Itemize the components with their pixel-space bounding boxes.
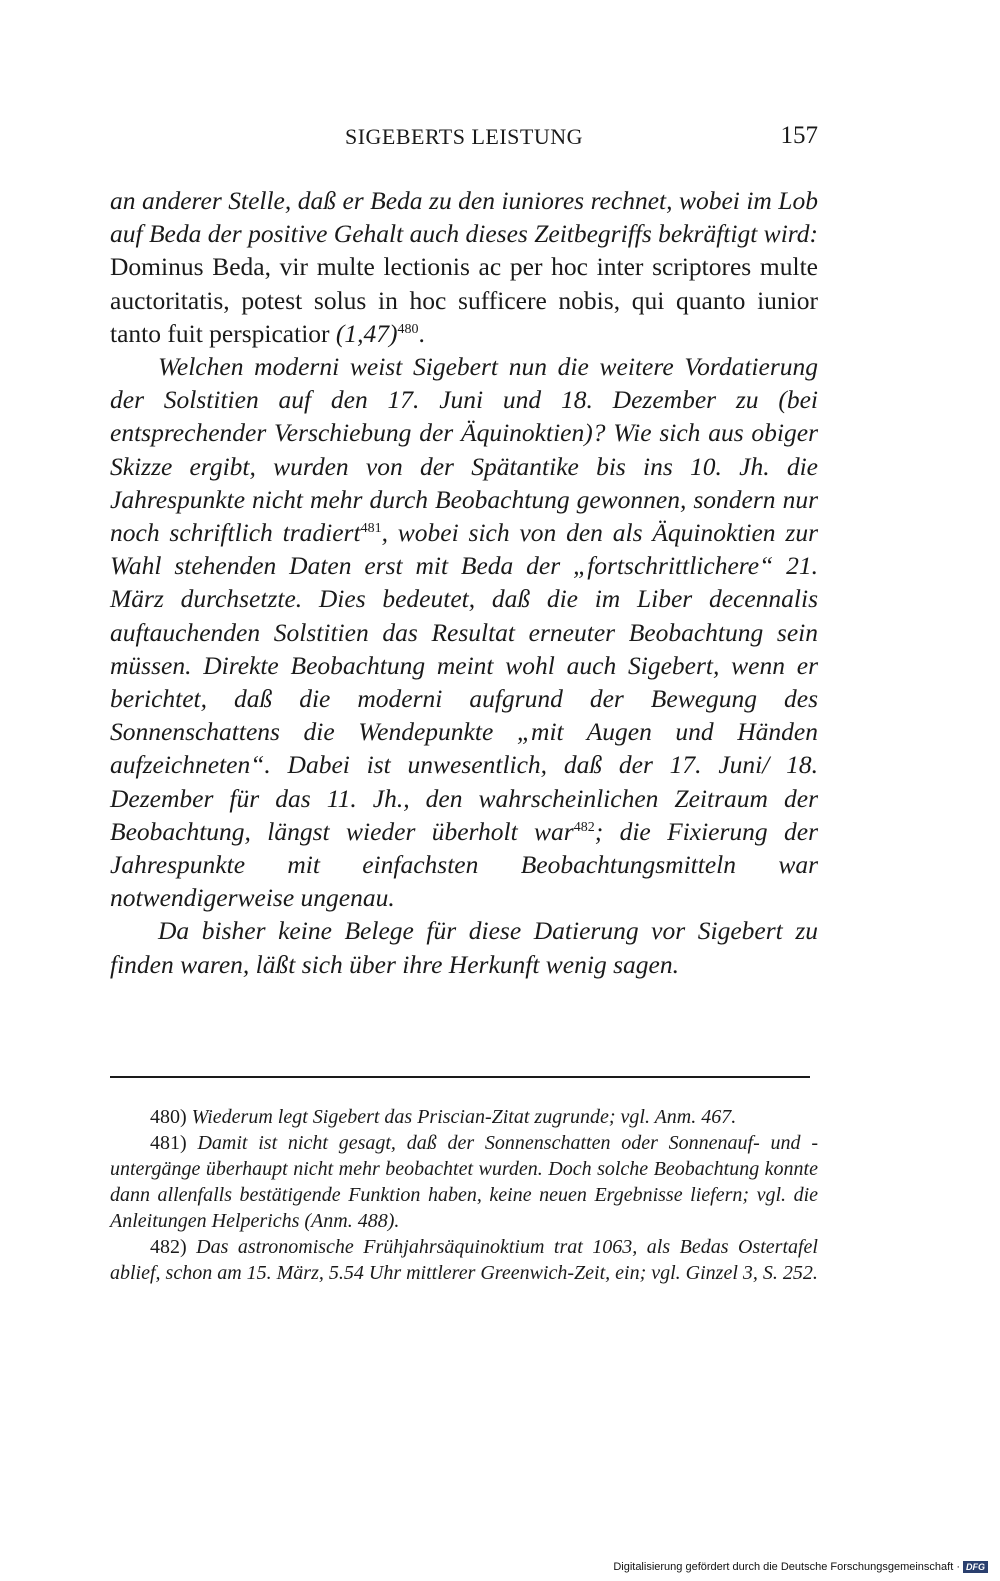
paragraph-1-end: . — [418, 318, 425, 348]
page-header — [110, 122, 818, 158]
footnote-number: 482) — [150, 1236, 187, 1258]
footnote-number: 481) — [150, 1132, 187, 1154]
footnote-number: 480) — [150, 1106, 187, 1128]
footnote-ref-480[interactable]: 480 — [397, 321, 419, 337]
footnote-ref-481[interactable]: 481 — [360, 521, 382, 537]
body-text — [110, 184, 818, 981]
footnote-481 — [110, 1130, 818, 1234]
paragraph-2-part-c: ; die Fixierung der Jahrespunkte mit einfachsten Beobachtungsmitteln war notwendigerweise ungenau. — [110, 816, 818, 913]
paragraph-2 — [110, 350, 818, 914]
footnote-text: Das astronomische Frühjahrsäquinoktium trat 1063, als Bedas Ostertafel ablief, schon am 15. März, 5.54 Uhr mittlerer Greenwich-Zeit, ein; vgl. Ginzel 3, S. 252. — [110, 1236, 818, 1284]
running-head: SIGEBERTS LEISTUNG — [344, 124, 584, 149]
paragraph-1-italic: an anderer Stelle, daß er Beda zu den iuniores rechnet, wobei im Lob auf Beda der positive Gehalt auch dieses Zeitbegriffs bekräftigt wird: — [110, 186, 818, 249]
footnote-480 — [110, 1104, 818, 1130]
footnote-ref-482[interactable]: 482 — [573, 819, 595, 835]
page-number: 157 — [780, 122, 818, 149]
citation: (1,47) — [335, 318, 398, 348]
paragraph-2-part-b: , wobei sich von den als Äquinoktien zur Wahl stehenden Daten erst mit Beda der „fortschrittlichere“ 21. März durchsetzte. Dies bedeutet, daß die im Liber decennalis auftauchenden Solstitien das Resultat erneuter Beobachtung sein müssen. Direkte Beobachtung meint wohl auch Sigebert, wenn er berichtet, daß die moderni aufgrund der Bewegung des Sonnenschattens die Wendepunkte „mit Augen und Händen aufzeichneten“. Dabei ist unwesentlich, daß der 17. Juni/ 18. Dezember für das 11. Jh., den wahrscheinlichen Zeitraum der Beobachtung, längst wieder überholt war — [110, 518, 818, 846]
banner-text: Digitalisierung gefördert durch die Deutsche Forschungsgemeinschaft · — [613, 1560, 960, 1573]
footnotes — [110, 1104, 818, 1286]
footnote-divider — [110, 1076, 810, 1078]
digitization-banner — [613, 1561, 988, 1573]
footnote-482 — [110, 1234, 818, 1286]
paragraph-2-part-a: Welchen moderni weist Sigebert nun die weitere Vordatierung der Solstitien auf den 17. Juni und 18. Dezember zu (bei entsprechender Verschiebung der Äquinoktien)? Wie sich aus obiger Skizze ergibt, wurden von der Spätantike bis ins 10. Jh. die Jahrespunkte nicht mehr durch Beobachtung gewonnen, sondern nur noch schriftlich tradiert — [110, 352, 818, 548]
paragraph-1 — [110, 184, 818, 350]
footnote-text: Wiederum legt Sigebert das Priscian-Zitat zugrunde; vgl. Anm. 467. — [186, 1106, 737, 1128]
dfg-logo-icon: DFG — [963, 1561, 988, 1573]
paragraph-3: Da bisher keine Belege für diese Datierung vor Sigebert zu finden waren, läßt sich über ihre Herkunft wenig sagen. — [110, 916, 818, 979]
paragraph-1-quotation: Dominus Beda, vir multe lectionis ac per hoc inter scriptores multe auctoritatis, potest solus in hoc sufficere nobis, qui quanto iunior tanto fuit perspicatior — [110, 252, 818, 348]
footnote-text: Damit ist nicht gesagt, daß der Sonnenschatten oder Sonnenauf- und -untergänge überhaupt nicht mehr beobachtet wurden. Doch solche Beobachtung konnte dann allenfalls bestätigende Funktion haben, keine neuen Ergebnisse liefern; vgl. die Anleitungen Helperichs (Anm. 488). — [110, 1132, 818, 1232]
